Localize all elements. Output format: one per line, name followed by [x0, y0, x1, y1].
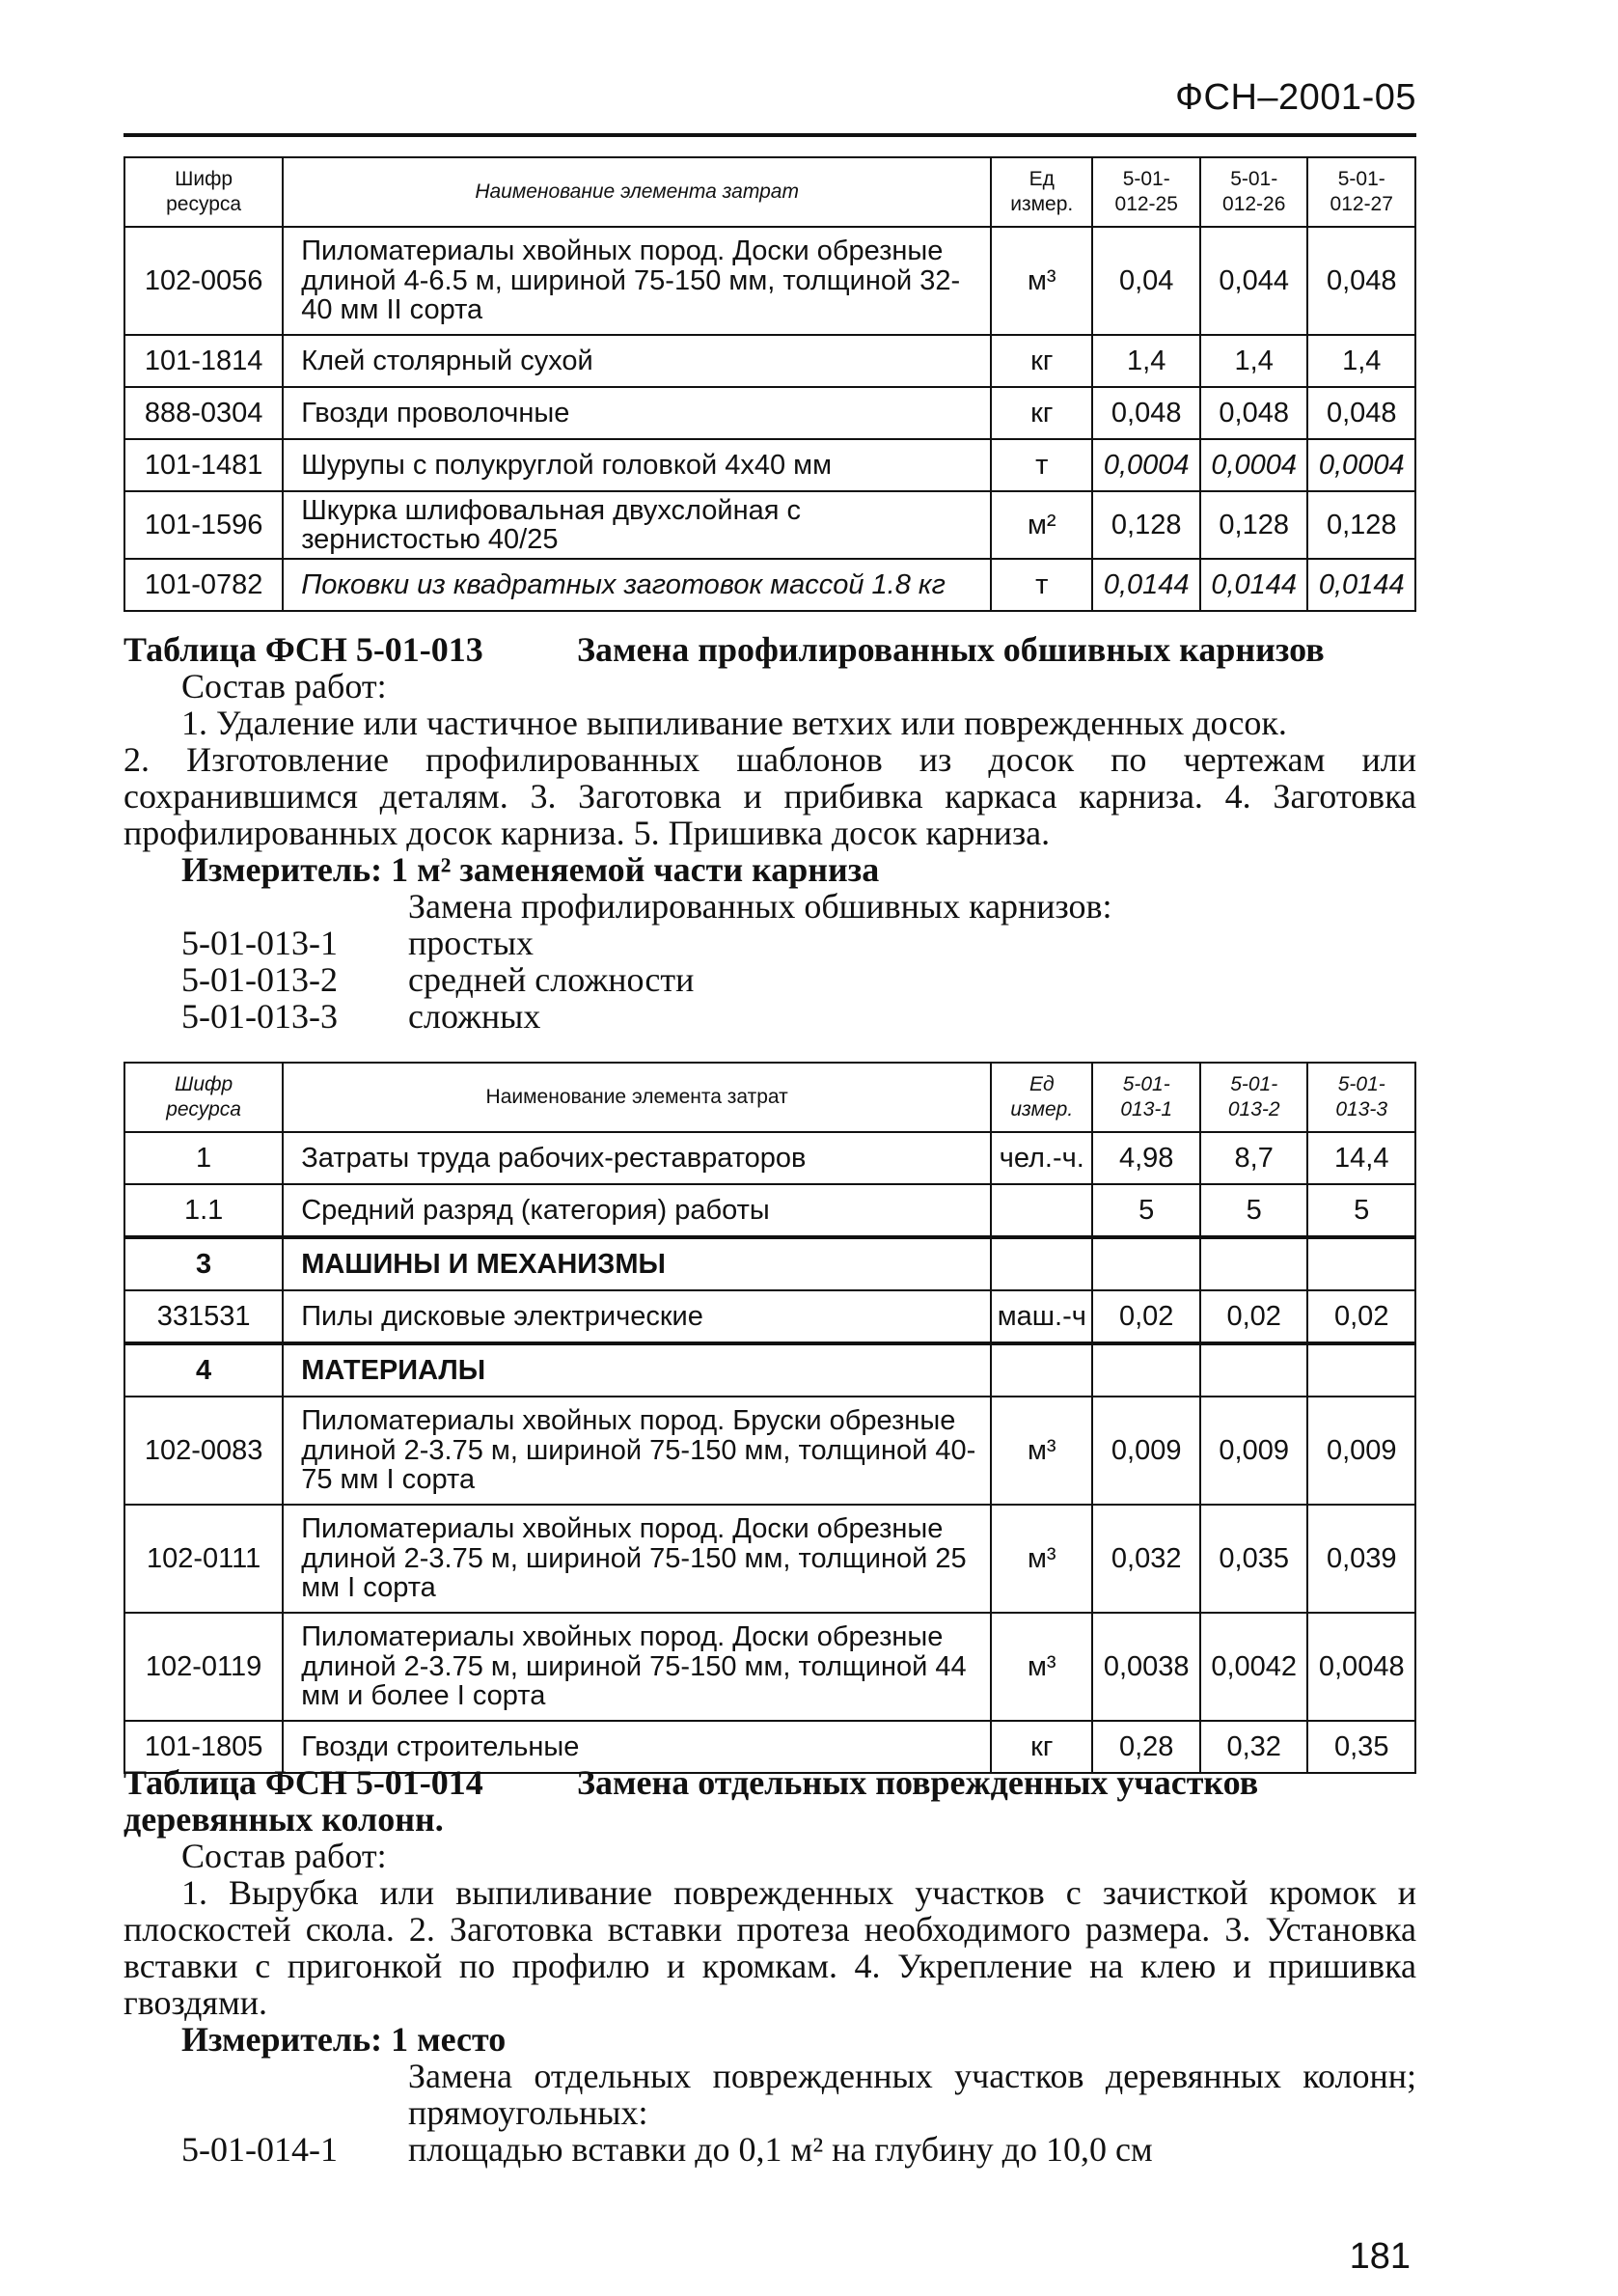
table-group-row — [124, 1343, 1415, 1397]
table-row — [124, 1613, 1415, 1721]
row-name: Пиломатериалы хвойных пород. Доски обрезные длиной 4-6.5 м, шириной 75-150 мм, толщиной 32-40 мм II сорта — [283, 227, 991, 335]
row-name: Пилы дисковые электрические — [283, 1290, 991, 1343]
row-value: 0,128 — [1092, 491, 1200, 559]
row-unit: кг — [991, 1721, 1092, 1773]
work-items: 1. Вырубка или выпиливание поврежденных участков с зачисткой кромок и плоскостей скола. 2. Заготовка вставки протеза необходимого размера. 3. Установка вставки с пригонкой по профилю и кромкам. 4. Укрепление на клею и пришивка гвоздями. — [123, 1873, 1416, 2022]
resource-table-1 — [123, 156, 1416, 612]
measure-label: Измеритель: — [181, 850, 383, 889]
row-unit: м² — [991, 491, 1092, 559]
list-item-text: площадью вставки до 0,1 м² на глубину до 10,0 см — [408, 2130, 1153, 2169]
row-name: Гвозди строительные — [283, 1721, 991, 1773]
row-unit: т — [991, 559, 1092, 611]
row-value: 0,039 — [1307, 1505, 1415, 1613]
work-items: 2. Изготовление профилированных шаблонов из досок по чертежам или сохранившимся деталям. 3. Заготовка и прибивка каркаса карниза. 4. Заготовка профилированных досок карниза. 5. Пришивка досок карниза. — [123, 740, 1416, 852]
row-value — [1200, 1343, 1308, 1397]
row-value: 0,009 — [1092, 1397, 1200, 1505]
group-name: МАТЕРИАЛЫ — [283, 1343, 991, 1397]
list-item-code: 5-01-013-1 — [181, 924, 338, 962]
row-value — [1307, 1237, 1415, 1290]
section-heading — [123, 1764, 1416, 1838]
group-code: 4 — [124, 1343, 283, 1397]
header-rule — [123, 133, 1416, 137]
measure-value: 1 место — [391, 2020, 507, 2059]
table-row — [124, 491, 1415, 559]
list-item-code: 5-01-013-3 — [181, 997, 338, 1036]
row-name: Шкурка шлифовальная двухслойная с зернистостью 40/25 — [283, 491, 991, 559]
list-item-text: средней сложности — [408, 960, 695, 999]
header-col-3: 5-01- 013-3 — [1307, 1063, 1415, 1132]
row-value: 0,0038 — [1092, 1613, 1200, 1721]
table-id: Таблица ФСН 5-01-013 — [123, 630, 483, 669]
measure-value: 1 м² заменяемой части карниза — [391, 850, 880, 889]
table-row — [124, 1290, 1415, 1343]
row-value: 0,048 — [1307, 227, 1415, 335]
document-code: ФСН–2001-05 — [1175, 77, 1416, 118]
table-row — [124, 387, 1415, 439]
row-code: 1.1 — [124, 1184, 283, 1237]
list-item-text: сложных — [408, 997, 541, 1036]
header-unit: Ед измер. — [991, 1063, 1092, 1132]
work-label: Состав работ: — [181, 1837, 387, 1875]
list-item-text: простых — [408, 924, 535, 962]
header-code: Шифр ресурса — [124, 157, 283, 227]
group-name: МАШИНЫ И МЕХАНИЗМЫ — [283, 1237, 991, 1290]
row-code: 101-1805 — [124, 1721, 283, 1773]
row-name: Поковки из квадратных заготовок массой 1.8 кг — [283, 559, 991, 611]
row-value: 0,032 — [1092, 1505, 1200, 1613]
table-row — [124, 335, 1415, 387]
header-col-1: 5-01- 012-25 — [1092, 157, 1200, 227]
header-unit: Ед измер. — [991, 157, 1092, 227]
row-value: 0,02 — [1307, 1290, 1415, 1343]
row-value: 0,02 — [1092, 1290, 1200, 1343]
section-5-01-013 — [123, 631, 1416, 1035]
table-row — [124, 227, 1415, 335]
row-value: 4,98 — [1092, 1132, 1200, 1184]
work-item-1: 1. Удаление или частичное выпиливание ветхих или поврежденных досок. — [181, 704, 1287, 742]
row-value: 0,0144 — [1307, 559, 1415, 611]
row-code: 102-0056 — [124, 227, 283, 335]
row-code: 101-1814 — [124, 335, 283, 387]
row-value: 0,128 — [1307, 491, 1415, 559]
table-id: Таблица ФСН 5-01-014 — [123, 1763, 483, 1802]
row-unit: м³ — [991, 1505, 1092, 1613]
row-value: 0,0004 — [1092, 439, 1200, 491]
table-group-row — [124, 1237, 1415, 1290]
row-value: 0,0048 — [1307, 1613, 1415, 1721]
row-value: 0,28 — [1092, 1721, 1200, 1773]
row-value: 0,009 — [1307, 1397, 1415, 1505]
header-name: Наименование элемента затрат — [283, 1063, 991, 1132]
row-value: 0,048 — [1092, 387, 1200, 439]
row-code: 888-0304 — [124, 387, 283, 439]
measure-label: Измеритель: — [181, 2020, 383, 2059]
row-value — [1200, 1237, 1308, 1290]
header-name: Наименование элемента затрат — [283, 157, 991, 227]
header-col-1: 5-01- 013-1 — [1092, 1063, 1200, 1132]
measure-line — [123, 851, 1416, 888]
list-title: Замена профилированных обшивных карнизов: — [408, 887, 1112, 926]
row-value: 14,4 — [1307, 1132, 1415, 1184]
row-name: Пиломатериалы хвойных пород. Доски обрезные длиной 2-3.75 м, шириной 75-150 мм, толщиной 44 мм и более I сорта — [283, 1613, 991, 1721]
resource-table-2-wrapper — [123, 1062, 1416, 1774]
table-row — [124, 439, 1415, 491]
row-value: 1,4 — [1307, 335, 1415, 387]
row-value: 0,0144 — [1092, 559, 1200, 611]
list-item — [123, 925, 1416, 961]
row-value: 1,4 — [1200, 335, 1308, 387]
row-value: 0,0004 — [1200, 439, 1308, 491]
section-title: Замена профилированных обшивных карнизов — [577, 630, 1325, 669]
row-value: 0,048 — [1307, 387, 1415, 439]
header-col-3: 5-01- 012-27 — [1307, 157, 1415, 227]
row-name: Шурупы с полукруглой головкой 4х40 мм — [283, 439, 991, 491]
row-code: 1 — [124, 1132, 283, 1184]
row-unit — [991, 1237, 1092, 1290]
document-page — [123, 68, 1416, 2278]
row-code: 101-1596 — [124, 491, 283, 559]
row-name: Затраты труда рабочих-реставраторов — [283, 1132, 991, 1184]
list-item-code: 5-01-013-2 — [181, 960, 338, 999]
row-code: 102-0083 — [124, 1397, 283, 1505]
table-row — [124, 1397, 1415, 1505]
table-row — [124, 1184, 1415, 1237]
section-5-01-014 — [123, 1764, 1416, 2168]
row-unit — [991, 1184, 1092, 1237]
group-code: 3 — [124, 1237, 283, 1290]
list-item — [123, 2131, 1416, 2168]
section-title: Замена отдельных поврежденных участков деревянных колонн. — [123, 1763, 1259, 1839]
row-name: Гвозди проволочные — [283, 387, 991, 439]
resource-table-1-wrapper — [123, 156, 1416, 612]
table-row — [124, 1505, 1415, 1613]
row-unit: м³ — [991, 1613, 1092, 1721]
row-code: 102-0119 — [124, 1613, 283, 1721]
row-unit: т — [991, 439, 1092, 491]
row-value: 0,035 — [1200, 1505, 1308, 1613]
header-col-2: 5-01- 013-2 — [1200, 1063, 1308, 1132]
row-value — [1092, 1343, 1200, 1397]
row-value: 0,044 — [1200, 227, 1308, 335]
resource-table-2 — [123, 1062, 1416, 1774]
row-name: Пиломатериалы хвойных пород. Доски обрезные длиной 2-3.75 м, шириной 75-150 мм, толщиной 25 мм I сорта — [283, 1505, 991, 1613]
row-value: 0,04 — [1092, 227, 1200, 335]
row-value: 5 — [1307, 1184, 1415, 1237]
row-code: 331531 — [124, 1290, 283, 1343]
header-code: Шифр ресурса — [124, 1063, 283, 1132]
row-unit: чел.-ч. — [991, 1132, 1092, 1184]
row-code: 102-0111 — [124, 1505, 283, 1613]
row-value: 0,35 — [1307, 1721, 1415, 1773]
row-value: 0,009 — [1200, 1397, 1308, 1505]
row-value: 0,048 — [1200, 387, 1308, 439]
row-unit: м³ — [991, 227, 1092, 335]
measure-line — [123, 2021, 1416, 2058]
row-value — [1307, 1343, 1415, 1397]
row-value: 1,4 — [1092, 335, 1200, 387]
row-code: 101-0782 — [124, 559, 283, 611]
row-value: 0,128 — [1200, 491, 1308, 559]
row-value: 5 — [1092, 1184, 1200, 1237]
table-header-row — [124, 157, 1415, 227]
row-value: 0,32 — [1200, 1721, 1308, 1773]
row-unit — [991, 1343, 1092, 1397]
table-row — [124, 1132, 1415, 1184]
list-item — [123, 998, 1416, 1035]
row-code: 101-1481 — [124, 439, 283, 491]
row-value: 5 — [1200, 1184, 1308, 1237]
row-name: Средний разряд (категория) работы — [283, 1184, 991, 1237]
row-value: 8,7 — [1200, 1132, 1308, 1184]
row-value: 0,0144 — [1200, 559, 1308, 611]
row-name: Клей столярный сухой — [283, 335, 991, 387]
header-col-2: 5-01- 012-26 — [1200, 157, 1308, 227]
table-row — [124, 559, 1415, 611]
row-unit: кг — [991, 387, 1092, 439]
row-value: 0,0004 — [1307, 439, 1415, 491]
row-unit: м³ — [991, 1397, 1092, 1505]
list-item — [123, 961, 1416, 998]
list-item-code: 5-01-014-1 — [181, 2130, 338, 2169]
row-name: Пиломатериалы хвойных пород. Бруски обрезные длиной 2-3.75 м, шириной 75-150 мм, толщиной 40-75 мм I сорта — [283, 1397, 991, 1505]
page-number: 181 — [1349, 2236, 1411, 2277]
row-value: 0,0042 — [1200, 1613, 1308, 1721]
row-unit: маш.-ч — [991, 1290, 1092, 1343]
table-header-row — [124, 1063, 1415, 1132]
section-heading — [123, 631, 1416, 668]
row-unit: кг — [991, 335, 1092, 387]
list-title: Замена отдельных поврежденных участков деревянных колонн; прямоугольных: — [408, 2057, 1416, 2132]
row-value — [1092, 1237, 1200, 1290]
work-label: Состав работ: — [181, 667, 387, 705]
row-value: 0,02 — [1200, 1290, 1308, 1343]
